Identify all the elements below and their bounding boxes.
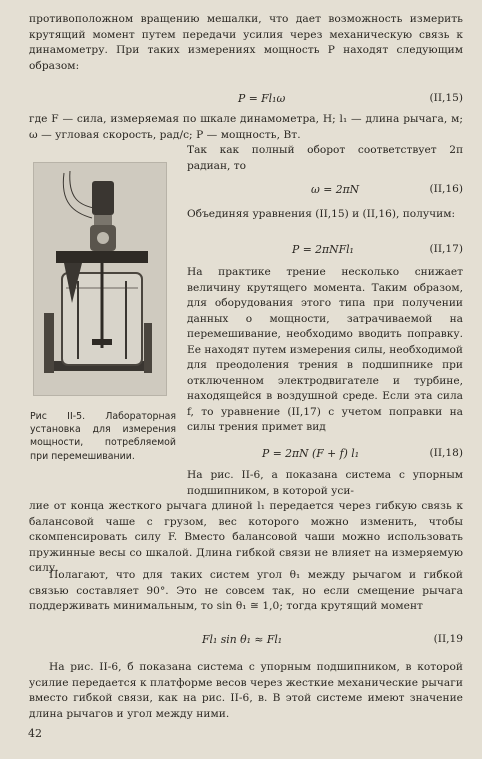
paragraph-figure-6a-start: На рис. II-6, а показана система с упорным подшипником, в которой уси- bbox=[187, 469, 463, 497]
page-number: 42 bbox=[28, 727, 42, 740]
equation-15-number: (II,15) bbox=[429, 92, 463, 104]
paragraph-figure-6a-continued: лие от конца жесткого рычага длиной l₁ передается через гибкую связь к балансовой чаше с грузом, вес которого можно изменить, чтобы скомпенсировать силу F. Вместо балансовой чаши можно использовать пружинные весы со шкалой. Длина гибкой связи не влияет на измеряемую силу. bbox=[29, 500, 463, 574]
apparatus-illustration bbox=[34, 163, 166, 395]
equation-18-number: (II,18) bbox=[429, 447, 463, 459]
figure-caption: Рис II-5. Лабораторная установка для измерения мощности, потребляемой при перемешивании. bbox=[30, 411, 176, 462]
paragraph-intro: противоположном вращению мешалки, что дает возможность измерить крутящий момент путем передачи усилия через механическую связь к динамометру. При таких измерениях мощность P находят следующим образом: bbox=[29, 13, 463, 72]
equation-19-number: (II,19 bbox=[433, 633, 463, 645]
paragraph-angle: Полагают, что для таких систем угол θ₁ между рычагом и гибкой связью составляет 90°. Это не совсем так, но если смещение рычага поддерживать минимальным, то sin θ₁ ≅ 1,0; тогда крутящий момент bbox=[29, 569, 463, 612]
lab-apparatus-photo bbox=[33, 162, 167, 396]
equation-17: P = 2πNFl₁ bbox=[292, 243, 354, 256]
paragraph-friction: На практике трение несколько снижает величину крутящего момента. Таким образом, для оборудования этого типа при получении данных о мощности, затрачиваемой на перемешивание, необходимо вводить поправку. Ее находят путем измерения силы, необходимой для преодоления трения в подшипнике при отключенном электродвигателе и турбине, находящейся в воздушной среде. Если эта сила f, то уравнение (II,17) с учетом поправки на силы трения примет вид bbox=[187, 266, 463, 433]
paragraph-definitions: где F — сила, измеряемая по шкале динамометра, Н; l₁ — длина рычага, м; ω — угловая скорость, рад/с; P — мощность, Вт. bbox=[29, 113, 463, 141]
paragraph-combining: Объединяя уравнения (II,15) и (II,16), получим: bbox=[187, 208, 456, 220]
paragraph-full-turn: Так как полный оборот соответствует 2π радиан, то bbox=[187, 144, 463, 172]
equation-16-number: (II,16) bbox=[429, 183, 463, 195]
equation-18: P = 2πN (F + f) l₁ bbox=[262, 447, 360, 460]
equation-17-number: (II,17) bbox=[429, 243, 463, 255]
paragraph-figure-6b: На рис. II-6, б показана система с упорным подшипником, в которой усилие передается к платформе весов через жесткие механические рычаги вместо гибкой связи, как на рис. II-6, в. В этой системе имеют значение длина рычагов и угол между ними. bbox=[29, 661, 463, 720]
equation-19: Fl₁ sin θ₁ ≈ Fl₁ bbox=[202, 633, 283, 646]
equation-15: P = Fl₁ω bbox=[238, 92, 286, 105]
equation-16: ω = 2πN bbox=[311, 183, 360, 196]
